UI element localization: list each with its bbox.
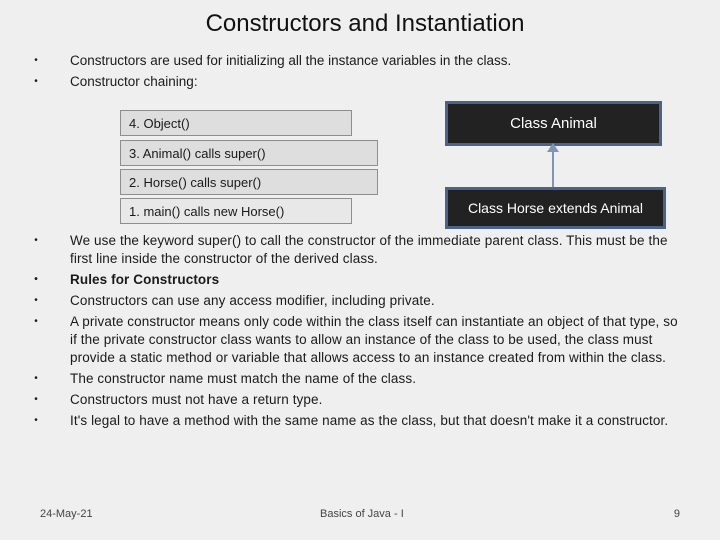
rules-list bbox=[28, 232, 678, 433]
intro-item-text: Constructor chaining: bbox=[70, 74, 198, 89]
intro-item bbox=[28, 73, 688, 91]
rules-item bbox=[28, 370, 678, 388]
inheritance-arrow-line bbox=[552, 147, 554, 187]
class-horse-box: Class Horse extends Animal bbox=[445, 187, 666, 229]
bullet-icon: • bbox=[34, 55, 38, 66]
bullet-icon: • bbox=[34, 415, 38, 426]
bullet-icon: • bbox=[34, 76, 38, 87]
page-number: 9 bbox=[673, 508, 680, 520]
footer-title: Basics of Java - I bbox=[320, 508, 404, 520]
intro-item bbox=[28, 52, 688, 70]
intro-list bbox=[28, 52, 688, 94]
class-animal-box: Class Animal bbox=[445, 101, 662, 146]
rules-heading-text: Rules for Constructors bbox=[70, 272, 220, 287]
rules-item-text: It's legal to have a method with the same name as the class, but that doesn't make it a constructor. bbox=[70, 413, 669, 428]
rules-item bbox=[28, 412, 678, 430]
rules-item bbox=[28, 391, 678, 409]
rules-item-text: The constructor name must match the name of the class. bbox=[70, 371, 417, 386]
rules-item-text: A private constructor means only code within the class itself can instantiate an object of that type, so if the private constructor class wants to allow an instance of the class to be used, the class must provide a static method or variable that allows access to an instance created from within the class. bbox=[70, 314, 678, 365]
bullet-icon: • bbox=[34, 295, 38, 306]
slide-title: Constructors and Instantiation bbox=[205, 10, 525, 37]
stack-box-animal: 3. Animal() calls super() bbox=[120, 140, 378, 166]
bullet-icon: • bbox=[34, 274, 38, 285]
intro-item-text: Constructors are used for initializing all the instance variables in the class. bbox=[70, 53, 512, 68]
stack-box-horse: 2. Horse() calls super() bbox=[120, 169, 378, 195]
rules-item bbox=[28, 313, 678, 367]
rules-item-text: We use the keyword super() to call the constructor of the immediate parent class. This must be the first line inside the constructor of the derived class. bbox=[70, 233, 668, 266]
rules-item-text: Constructors must not have a return type. bbox=[70, 392, 323, 407]
rules-item bbox=[28, 232, 678, 268]
rules-item bbox=[28, 292, 678, 310]
bullet-icon: • bbox=[34, 316, 38, 327]
bullet-icon: • bbox=[34, 373, 38, 384]
footer-date: 24-May-21 bbox=[40, 508, 93, 520]
bullet-icon: • bbox=[34, 394, 38, 405]
bullet-icon: • bbox=[34, 235, 38, 246]
stack-box-object: 4. Object() bbox=[120, 110, 352, 136]
rules-item-text: Constructors can use any access modifier, including private. bbox=[70, 293, 435, 308]
stack-box-main: 1. main() calls new Horse() bbox=[120, 198, 352, 224]
rules-heading bbox=[28, 271, 678, 289]
